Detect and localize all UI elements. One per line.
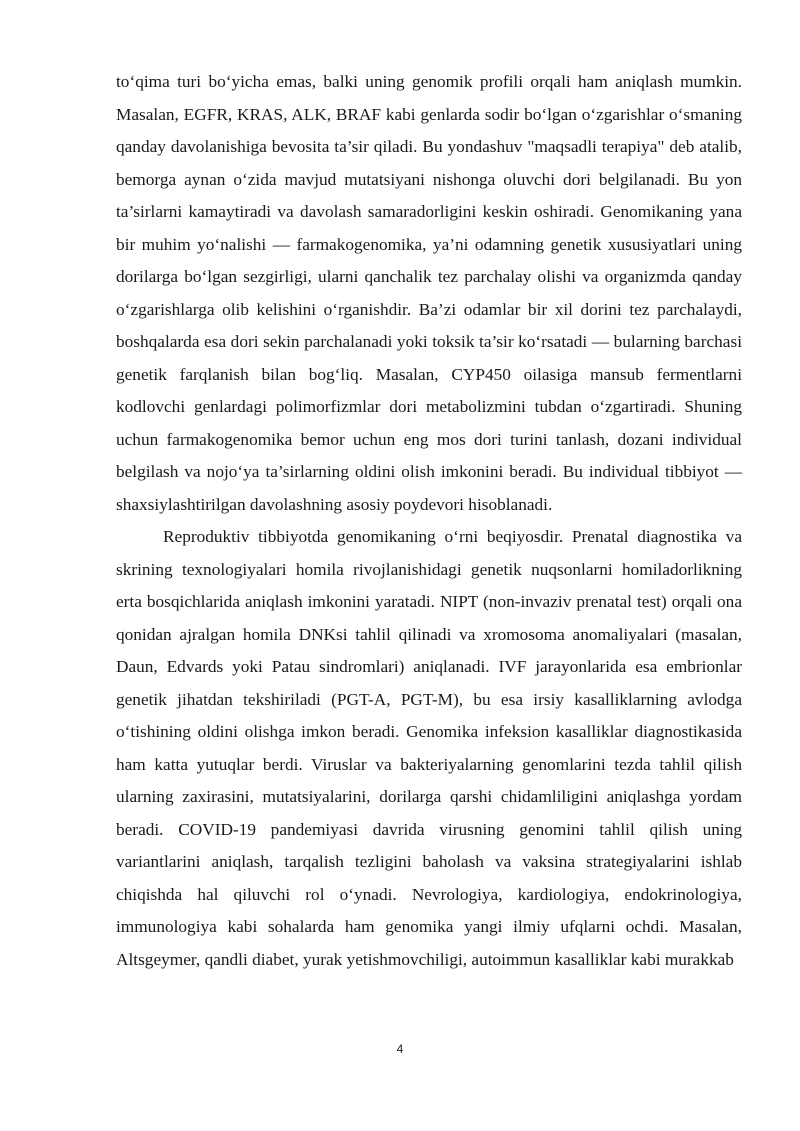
document-page xyxy=(116,66,742,976)
page-number: 4 xyxy=(396,1042,404,1056)
body-paragraph: Reproduktiv tibbiyotda genomikaning o‘rni beqiyosdir. Prenatal diagnostika va skrining texnologiyalari homila rivojlanishidagi genetik nuqsonlarni homiladorlikning erta bosqichlarida aniqlash imkonini yaratadi. NIPT (non-invaziv prenatal test) orqali ona qonidan ajralgan homila DNKsi tahlil qilinadi va xromosoma anomaliyalari (masalan, Daun, Edvards yoki Patau sindromlari) aniqlanadi. IVF jarayonlarida esa embrionlar genetik jihatdan tekshiriladi (PGT-A, PGT-M), bu esa irsiy kasalliklarning avlodga o‘tishining oldini olishga imkon beradi. Genomika infeksion kasalliklar diagnostikasida ham katta yutuqlar berdi. Viruslar va bakteriyalarning genomlarini tezda tahlil qilish ularning zaxirasini, mutatsiyalarini, dorilarga qarshi chidamliligini aniqlashga yordam beradi. COVID-19 pandemiyasi davrida virusning genomini tahlil qilish uning variantlarini aniqlash, tarqalish tezligini baholash va vaksina strategiyalarini ishlab chiqishda hal qiluvchi rol o‘ynadi. Nevrologiya, kardiologiya, endokrinologiya, immunologiya kabi sohalarda ham genomika yangi ilmiy ufqlarni ochdi. Masalan, Altsgeymer, qandli diabet, yurak yetishmovchiligi, autoimmun kasalliklar kabi murakkab xyxy=(116,527,742,969)
body-paragraph: to‘qima turi bo‘yicha emas, balki uning genomik profili orqali ham aniqlash mumkin. Masalan, EGFR, KRAS, ALK, BRAF kabi genlarda sodir bo‘lgan o‘zgarishlar o‘smaning qanday davolanishiga bevosita ta’sir qiladi. Bu yondashuv "maqsadli terapiya" deb atalib, bemorga aynan o‘zida mavjud mutatsiyani nishonga oluvchi dori belgilanadi. Bu yon ta’sirlarni kamaytiradi va davolash samaradorligini keskin oshiradi. Genomikaning yana bir muhim yo‘nalishi — farmakogenomika, ya’ni odamning genetik xususiyatlari uning dorilarga bo‘lgan sezgirligi, ularni qanchalik tez parchalay olishi va organizmda qanday o‘zgarishlarga olib kelishini o‘rganishdir. Ba’zi odamlar bir xil dorini tez parchalaydi, boshqalarda esa dori sekin parchalanadi yoki toksik ta’sir ko‘rsatadi — bularning barchasi genetik farqlanish bilan bog‘liq. Masalan, CYP450 oilasiga mansub fermentlarni kodlovchi genlardagi polimorfizmlar dori metabolizmini tubdan o‘zgartiradi. Shuning uchun farmakogenomika bemor uchun eng mos dori turini tanlash, dozani individual belgilash va nojo‘ya ta’sirlarning oldini olish imkonini beradi. Bu individual tibbiyot — shaxsiylashtirilgan davolashning asosiy poydevori hisoblanadi. xyxy=(116,72,742,514)
